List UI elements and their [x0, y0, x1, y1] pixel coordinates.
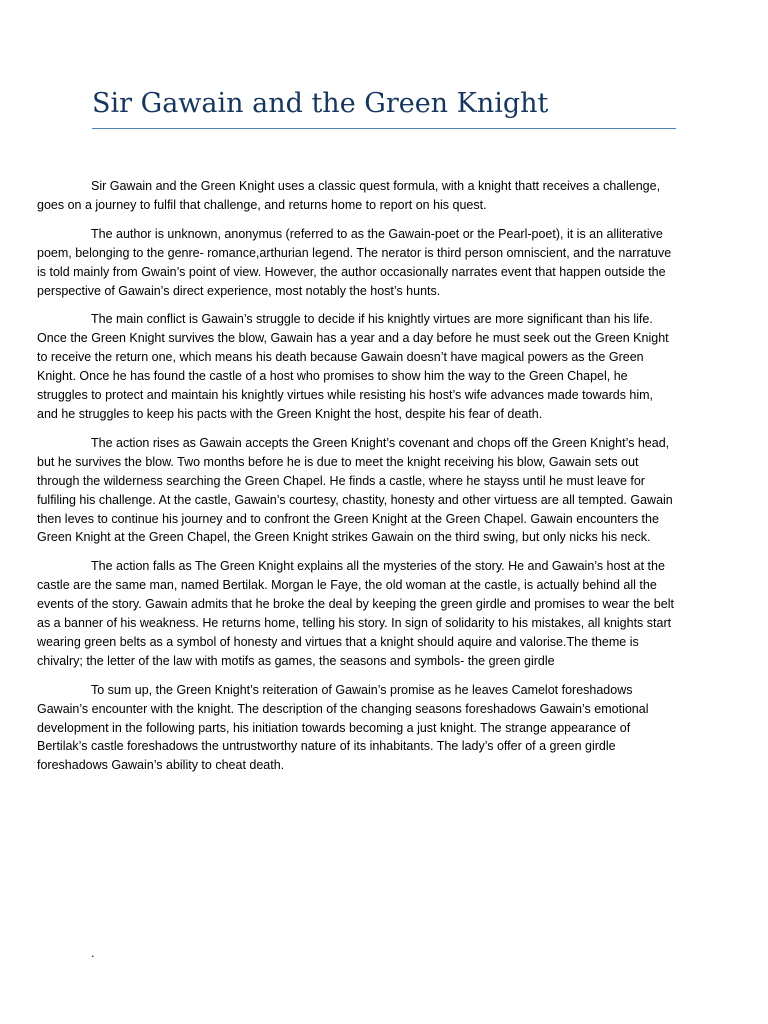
- paragraph-conclusion: To sum up, the Green Knight’s reiteration of Gawain’s promise as he leaves Camelot foreshadows Gawain’s encounter with the knight. The description of the changing seasons foreshadows Gawain’s emotional development in the following parts, his initiation towards becoming a just knight. The strange appearance of Bertilak’s castle foreshadows the untrustworthy nature of its inhabitants. The lady’s offer of a green girdle foreshadows Gawain’s ability to cheat death.: [37, 682, 649, 773]
- paragraph-intro: Sir Gawain and the Green Knight uses a classic quest formula, with a knight thatt receives a challenge, goes on a journey to fulfil that challenge, and returns home to report on his quest.: [37, 179, 661, 212]
- document-body: [37, 177, 677, 785]
- paragraph-rising-action: The action rises as Gawain accepts the Green Knight’s covenant and chops off the Green Knight’s head, but he survives the blow. Two months before he is due to meet the knight receiving his blow, Gawain sets out through the wilderness searching the Green Chapel. He finds a castle, where he stayss until he must leave for fulfiling his challenge. At the castle, Gawain’s courtesy, chastity, honesty and other virtuess are all tempted. Gawain then leves to continue his journey and to confront the Green Knight at the Green Chapel. Gawain encounters the Green Knight at the Green Chapel, the Green Knight strikes Gawain on the third swing, but only nicks his neck.: [37, 435, 673, 545]
- title-underline: [92, 128, 676, 129]
- paragraph-falling-action: The action falls as The Green Knight explains all the mysteries of the story. He and Gawain’s host at the castle are the same man, named Bertilak. Morgan le Faye, the old woman at the castle, is actually behind all the events of the story. Gawain admits that he broke the deal by keeping the green girdle and promises to wear the belt as a banner of his weakness. He returns home, telling his story. In sign of solidarity to his mistakes, all knights start wearing green belts as a symbol of honesty and virtues that a knight should aquire and valorise.The theme is chivalry; the letter of the law with motifs as games, the seasons and symbols- the green girdle: [37, 559, 674, 668]
- paragraph-author: The author is unknown, anonymus (referred to as the Gawain-poet or the Pearl-poet), it is an alliterative poem, belonging to the genre- romance,arthurian legend. The nerator is third person omniscient, and the narratuve is told mainly from Gwain’s point of view. However, the author occasionally narrates event that happen outside the perspective of Gawain’s direct experience, most notably the host’s hunts.: [37, 226, 672, 298]
- trailing-period: .: [91, 945, 95, 960]
- document-title: Sir Gawain and the Green Knight: [92, 88, 549, 119]
- paragraph-main-conflict: The main conflict is Gawain’s struggle to decide if his knightly virtues are more significant than his life. Once the Green Knight survives the blow, Gawain has a year and a day before he must seek out the Green Knight to receive the return one, which means his death because Gawain doesn’t have magical powers as the Green Knight. Once he has found the castle of a host who promises to show him the way to the Green Chapel, he struggles to protect and maintain his knightly virtues while resisting his host’s wife advances made towards him, and he struggles to keep his pacts with the Green Knight the host, despite his fear of death.: [37, 312, 669, 421]
